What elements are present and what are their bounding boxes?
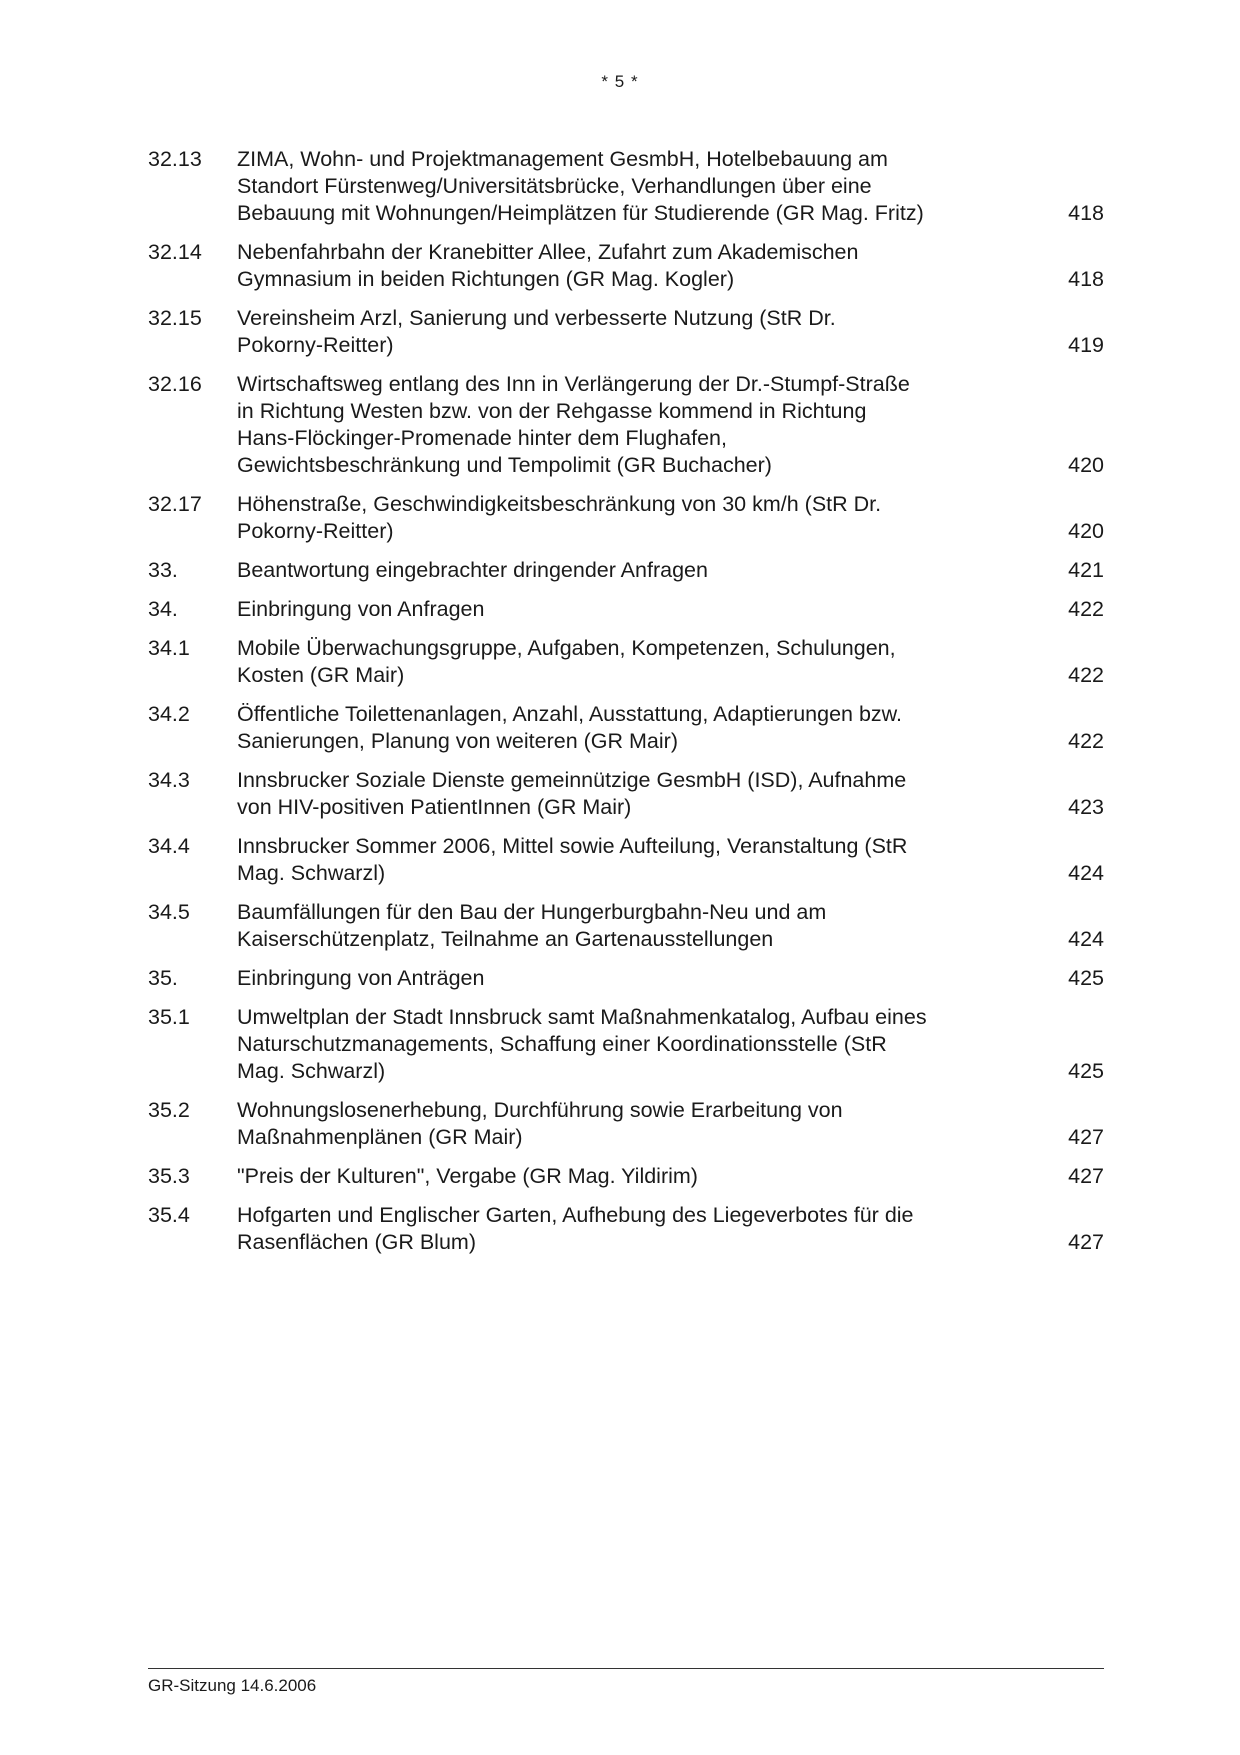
- toc-entry: [148, 146, 1104, 227]
- toc-entry: [148, 1097, 1104, 1151]
- toc-entry-title: Mobile Überwachungsgruppe, Aufgaben, Kompetenzen, Schulungen, Kosten (GR Mair): [237, 636, 896, 687]
- toc-entry-title: Nebenfahrbahn der Kranebitter Allee, Zufahrt zum Akademischen Gymnasium in beiden Richtungen (GR Mag. Kogler): [237, 240, 859, 291]
- toc-entry-number: 33.: [148, 558, 178, 582]
- toc-entry-number: 32.17: [148, 492, 202, 516]
- toc-entry-title: Einbringung von Anfragen: [237, 597, 485, 621]
- toc-entry-page: 427: [1068, 1164, 1104, 1188]
- toc-entry-number: 35.3: [148, 1164, 190, 1188]
- toc-entry-title: Einbringung von Anträgen: [237, 966, 485, 990]
- toc-entry: [148, 239, 1104, 293]
- toc-entry: [148, 1004, 1104, 1085]
- footer-text: GR-Sitzung 14.6.2006: [148, 1676, 317, 1695]
- toc-entry-title: Beantwortung eingebrachter dringender Anfragen: [237, 558, 708, 582]
- toc-entry: [148, 557, 1104, 584]
- toc-entry-title: Baumfällungen für den Bau der Hungerburgbahn-Neu und am Kaiserschützenplatz, Teilnahme an Gartenausstellungen: [237, 900, 827, 951]
- toc-entry: [148, 491, 1104, 545]
- toc-entry-page: 427: [1068, 1125, 1104, 1149]
- toc-entry-page: 420: [1068, 519, 1104, 543]
- toc-entry-title: Hofgarten und Englischer Garten, Aufhebung des Liegeverbotes für die Rasenflächen (GR Blum): [237, 1203, 914, 1254]
- toc-entry: [148, 701, 1104, 755]
- toc-entry-number: 34.5: [148, 900, 190, 924]
- toc-entry-number: 34.4: [148, 834, 190, 858]
- toc-entry: [148, 965, 1104, 992]
- toc-entry-title: Höhenstraße, Geschwindigkeitsbeschränkung von 30 km/h (StR Dr. Pokorny-Reitter): [237, 492, 882, 543]
- toc-entry-title: Vereinsheim Arzl, Sanierung und verbesserte Nutzung (StR Dr. Pokorny-Reitter): [237, 306, 836, 357]
- toc-entry-number: 34.: [148, 597, 178, 621]
- toc-entry-title: Innsbrucker Sommer 2006, Mittel sowie Aufteilung, Veranstaltung (StR Mag. Schwarzl): [237, 834, 908, 885]
- toc-entry-page: 422: [1068, 729, 1104, 753]
- footer-divider: [148, 1668, 1104, 1669]
- toc-entry-title: Wirtschaftsweg entlang des Inn in Verlängerung der Dr.-Stumpf-Straße in Richtung Westen bzw. von der Rehgasse kommend in Richtung Hans-Flöckinger-Promenade hinter dem Flughafen, Gewichtsbeschränkung und Tempolimit (GR Buchacher): [237, 372, 910, 477]
- toc-entry: [148, 1202, 1104, 1256]
- toc-entry-number: 35.: [148, 966, 178, 990]
- toc-entry-title: Innsbrucker Soziale Dienste gemeinnützige GesmbH (ISD), Aufnahme von HIV-positiven PatientInnen (GR Mair): [237, 768, 907, 819]
- toc-entry-number: 32.16: [148, 372, 202, 396]
- toc-entry: [148, 635, 1104, 689]
- toc-entry-number: 34.3: [148, 768, 190, 792]
- toc-entry-page: 422: [1068, 597, 1104, 621]
- toc-entry-page: 424: [1068, 927, 1104, 951]
- toc-entry-number: 35.1: [148, 1005, 190, 1029]
- toc-entry-number: 32.14: [148, 240, 202, 264]
- toc-entry: [148, 833, 1104, 887]
- toc-entry: [148, 371, 1104, 479]
- toc-entry-number: 34.2: [148, 702, 190, 726]
- toc-entry-title: Öffentliche Toilettenanlagen, Anzahl, Ausstattung, Adaptierungen bzw. Sanierungen, Planung von weiteren (GR Mair): [237, 702, 902, 753]
- toc-entry-page: 418: [1068, 201, 1104, 225]
- toc-entry-page: 425: [1068, 966, 1104, 990]
- toc-entry-title: Wohnungslosenerhebung, Durchführung sowie Erarbeitung von Maßnahmenplänen (GR Mair): [237, 1098, 843, 1149]
- toc-entry-page: 422: [1068, 663, 1104, 687]
- toc-entry-page: 423: [1068, 795, 1104, 819]
- toc-entry-number: 32.15: [148, 306, 202, 330]
- toc-entry: [148, 305, 1104, 359]
- toc-entry-page: 418: [1068, 267, 1104, 291]
- toc-entry-page: 421: [1068, 558, 1104, 582]
- toc-entry: [148, 899, 1104, 953]
- toc-entry-page: 419: [1068, 333, 1104, 357]
- toc-entry: [148, 596, 1104, 623]
- toc-entry-title: Umweltplan der Stadt Innsbruck samt Maßnahmenkatalog, Aufbau eines Naturschutzmanagements, Schaffung einer Koordinationsstelle (StR Mag. Schwarzl): [237, 1005, 927, 1083]
- table-of-contents: [148, 146, 1104, 1268]
- toc-entry-title: "Preis der Kulturen", Vergabe (GR Mag. Yildirim): [237, 1164, 698, 1188]
- toc-entry-number: 35.2: [148, 1098, 190, 1122]
- toc-entry-number: 32.13: [148, 147, 202, 171]
- toc-entry-page: 420: [1068, 453, 1104, 477]
- toc-entry: [148, 1163, 1104, 1190]
- toc-entry-title: ZIMA, Wohn- und Projektmanagement GesmbH, Hotelbebauung am Standort Fürstenweg/Universitätsbrücke, Verhandlungen über eine Bebauung mit Wohnungen/Heimplätzen für Studierende (GR Mag. Fritz): [237, 147, 924, 225]
- toc-entry-page: 424: [1068, 861, 1104, 885]
- toc-entry-number: 35.4: [148, 1203, 190, 1227]
- toc-entry-number: 34.1: [148, 636, 190, 660]
- toc-entry-page: 425: [1068, 1059, 1104, 1083]
- toc-entry-page: 427: [1068, 1230, 1104, 1254]
- toc-entry: [148, 767, 1104, 821]
- page-number: * 5 *: [601, 72, 639, 91]
